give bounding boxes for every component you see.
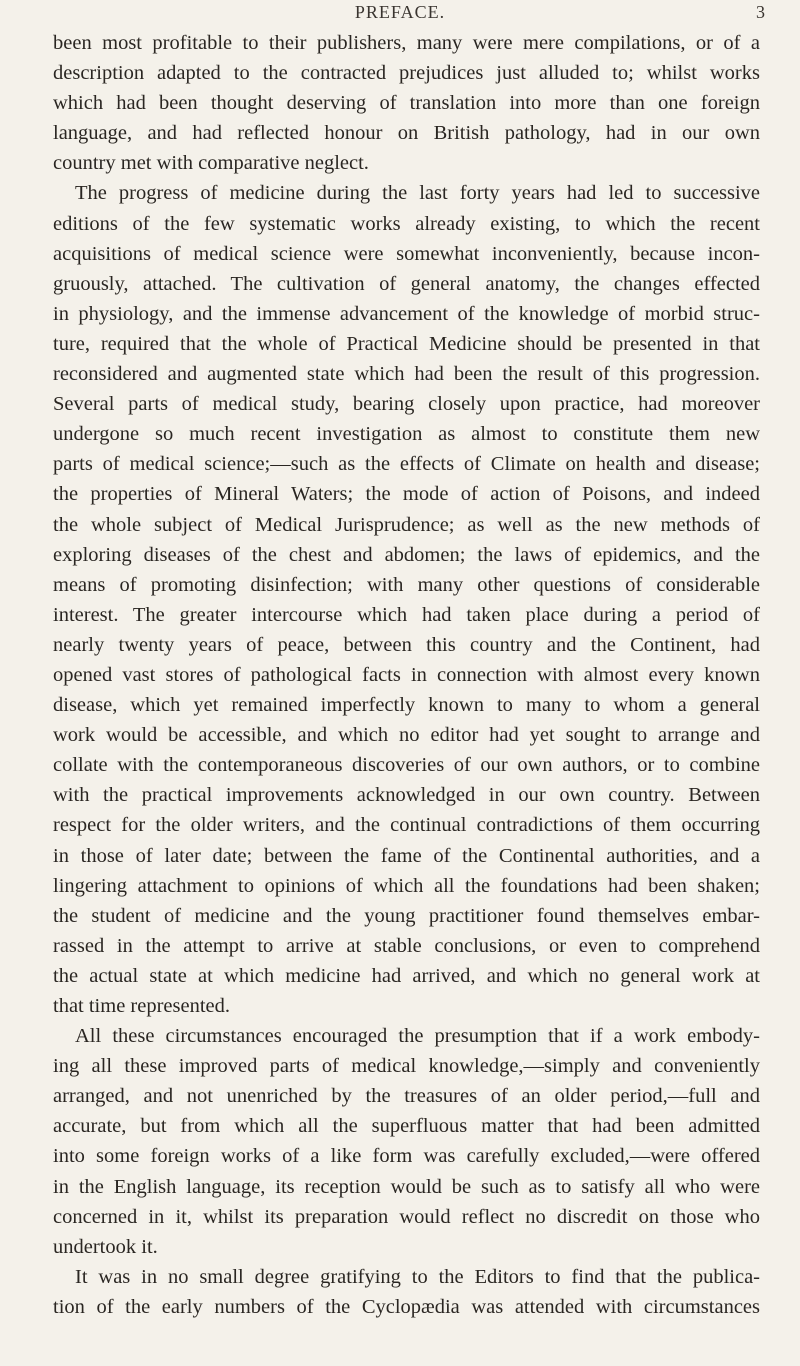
text-line: been most profitable to their publishers, many were mere compilations, or of a (53, 32, 760, 54)
text-line: rassed in the attempt to arrive at stable conclusions, or even to comprehend (53, 934, 760, 957)
text-line: respect for the older writers, and the continual contradictions of them occurring (53, 814, 760, 837)
text-line: arranged, and not unenriched by the treasures of an older period,—full and (53, 1085, 760, 1108)
text-line: the actual state at which medicine had arrived, and which no general work at (53, 964, 760, 987)
text-line: which had been thought deserving of translation into more than one foreign (53, 92, 760, 115)
text-line: work would be accessible, and which no editor had yet sought to arrange and (53, 724, 760, 747)
paragraph (53, 1021, 760, 1262)
text-line: in those of later date; between the fame of the Continental authorities, and a (53, 844, 760, 867)
text-line: parts of medical science;—such as the effects of Climate on health and disease; (53, 453, 760, 476)
running-title: PREFACE. (354, 2, 446, 22)
text-line: undergone so much recent investigation as almost to constitute them new (53, 423, 760, 446)
paragraph (53, 28, 760, 178)
body-text (53, 28, 760, 1322)
text-line: interest. The greater intercourse which had taken place during a period of (53, 603, 760, 626)
text-line: collate with the contemporaneous discoveries of our own authors, or to combine (53, 754, 760, 777)
text-line: the whole subject of Medical Jurisprudence; as well as the new methods of (53, 513, 760, 536)
paragraph (53, 178, 760, 1021)
page-header (0, 2, 800, 28)
text-line: editions of the few systematic works already existing, to which the recent (53, 212, 760, 235)
text-line: means of promoting disinfection; with many other questions of considerable (53, 573, 760, 596)
text-line: The progress of medicine during the last forty years had led to successive (75, 182, 760, 205)
text-line: undertook it. (53, 1235, 158, 1258)
text-line: It was in no small degree gratifying to the Editors to find that the publica- (75, 1265, 760, 1288)
text-line: language, and had reflected honour on British pathology, had in our own (53, 122, 760, 145)
text-line: the student of medicine and the young practitioner found themselves embar- (53, 904, 760, 927)
page-number: 3 (756, 2, 765, 22)
text-line: that time represented. (53, 995, 231, 1017)
text-line: ing all these improved parts of medical knowledge,—simply and conveniently (53, 1055, 760, 1078)
text-line: in the English language, its reception would be such as to satisfy all who were (53, 1175, 760, 1198)
text-line: the properties of Mineral Waters; the mode of action of Poisons, and indeed (53, 483, 760, 506)
text-line: accurate, but from which all the superfluous matter that had been admitted (53, 1115, 760, 1138)
text-line: into some foreign works of a like form was carefully excluded,—were offered (53, 1145, 760, 1168)
text-line: opened vast stores of pathological facts in connection with almost every known (53, 663, 760, 686)
text-line: Several parts of medical study, bearing closely upon practice, had moreover (53, 393, 760, 416)
text-line: lingering attachment to opinions of which all the foundations had been shaken; (53, 874, 760, 897)
text-line: nearly twenty years of peace, between this country and the Continent, had (53, 633, 760, 656)
text-line: All these circumstances encouraged the presumption that if a work embody- (75, 1025, 760, 1048)
text-line: description adapted to the contracted prejudices just alluded to; whilst works (53, 62, 760, 85)
text-line: with the practical improvements acknowledged in our own country. Between (53, 784, 760, 807)
text-line: acquisitions of medical science were somewhat inconveniently, because incon- (53, 242, 760, 265)
text-line: tion of the early numbers of the Cyclopædia was attended with circumstances (53, 1295, 760, 1318)
text-line: reconsidered and augmented state which had been the result of this progression. (53, 363, 760, 386)
paragraph (53, 1262, 760, 1322)
text-line: country met with comparative neglect. (53, 152, 369, 175)
text-line: gruously, attached. The cultivation of general anatomy, the changes effected (53, 272, 760, 295)
text-line: concerned in it, whilst its preparation would reflect no discredit on those who (53, 1205, 760, 1228)
text-line: in physiology, and the immense advancement of the knowledge of morbid struc- (53, 302, 760, 325)
text-line: exploring diseases of the chest and abdomen; the laws of epidemics, and the (53, 543, 760, 566)
text-line: disease, which yet remained imperfectly known to many to whom a general (53, 694, 760, 717)
text-line: ture, required that the whole of Practical Medicine should be presented in that (53, 332, 760, 355)
